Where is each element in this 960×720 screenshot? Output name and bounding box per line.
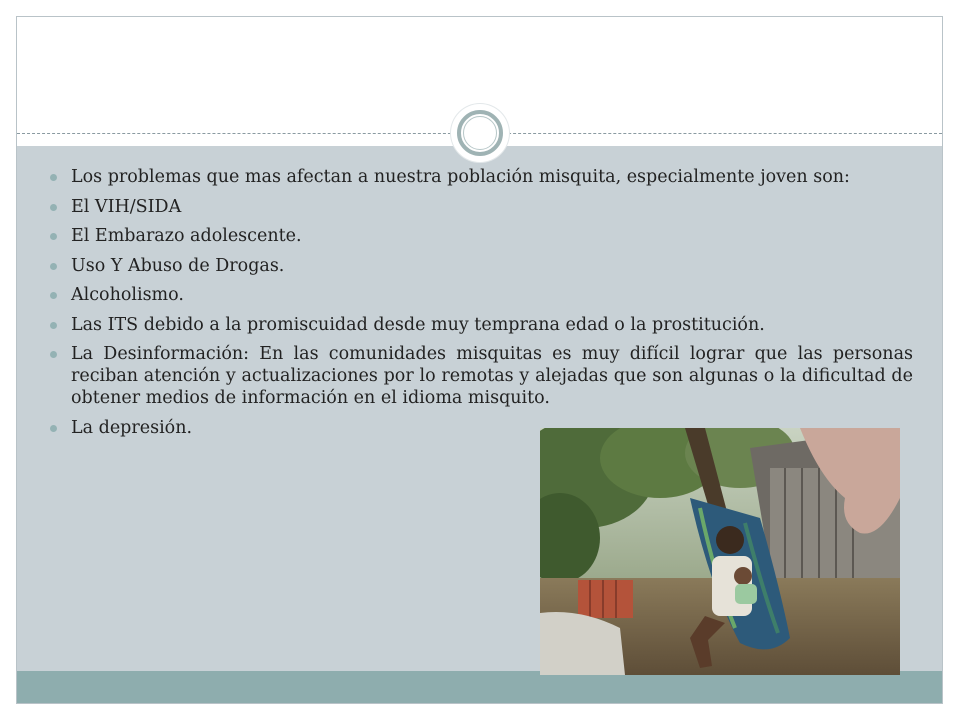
bullet-item bbox=[48, 196, 913, 218]
divider-circle-inner bbox=[463, 116, 497, 150]
bullet-text: El VIH/SIDA bbox=[71, 196, 182, 217]
bullet-item bbox=[48, 284, 913, 306]
bullet-icon bbox=[50, 351, 57, 358]
bullet-icon bbox=[50, 425, 57, 432]
bullet-item bbox=[48, 166, 913, 188]
bullet-text: El Embarazo adolescente. bbox=[71, 226, 302, 246]
bullet-icon bbox=[50, 263, 57, 270]
bullet-list bbox=[48, 166, 913, 446]
bullet-text: Las ITS debido a la promiscuidad desde muy temprana edad o la prostitución. bbox=[71, 314, 765, 335]
bullet-item bbox=[48, 314, 913, 336]
bullet-item bbox=[48, 225, 913, 247]
bullet-icon bbox=[50, 322, 57, 329]
bullet-item bbox=[48, 343, 913, 409]
bullet-item bbox=[48, 255, 913, 277]
bullet-text: Alcoholismo. bbox=[71, 285, 184, 305]
bullet-text: La depresión. bbox=[71, 417, 193, 438]
bullet-text: Uso Y Abuso de Drogas. bbox=[71, 255, 285, 276]
woman-and-child-in-hammock-photo bbox=[540, 428, 900, 675]
bullet-icon bbox=[50, 292, 57, 299]
bullet-icon bbox=[50, 204, 57, 211]
bullet-text: Los problemas que mas afectan a nuestra población misquita, especialmente joven son: bbox=[71, 167, 850, 187]
bullet-icon bbox=[50, 233, 57, 240]
footer-band bbox=[17, 671, 942, 703]
bullet-text: La Desinformación: En las comunidades misquitas es muy difícil lograr que las personas reciban atención y actualizaciones por lo remotas y alejadas que son algunas o la dificultad de obtener medios de información en el idioma misquito. bbox=[71, 344, 913, 408]
bullet-icon bbox=[50, 174, 57, 181]
